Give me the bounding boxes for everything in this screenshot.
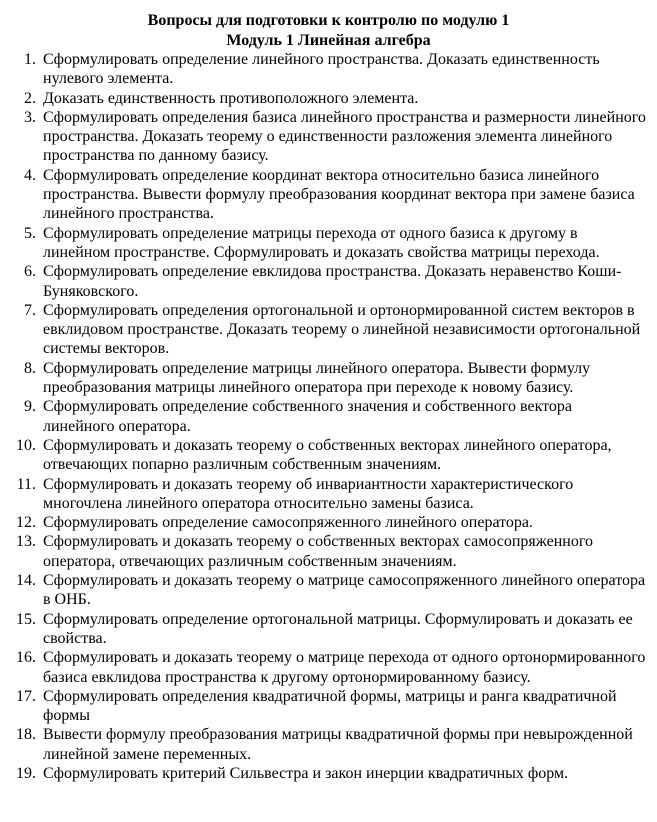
question-text: Сформулировать определение матрицы перехода от одного базиса к другому в линейном пространстве. Сформулировать и доказать свойства матрицы перехода. — [43, 224, 600, 261]
question-item — [0, 725, 657, 764]
questions-list — [0, 50, 657, 783]
question-number: 3. — [24, 108, 36, 126]
question-text: Сформулировать и доказать теорему об инвариантности характеристического многочлена линейного оператора относительно замены базиса. — [43, 475, 574, 512]
question-number: 11. — [16, 475, 36, 493]
question-item — [0, 571, 657, 610]
question-item — [0, 648, 657, 687]
question-text: Сформулировать и доказать теорему о матрице перехода от одного ортонормированного базиса евклидова пространства к другому ортонормированному базису. — [43, 649, 646, 686]
question-number: 12. — [16, 514, 36, 532]
question-number: 9. — [24, 398, 36, 416]
question-number: 7. — [24, 301, 36, 319]
question-number: 1. — [24, 51, 36, 68]
question-text: Сформулировать определение самосопряженного линейного оператора. — [43, 514, 534, 532]
question-item — [0, 224, 657, 263]
question-text: Сформулировать определение матрицы линейного оператора. Вывести формулу преобразования матрицы линейного оператора при переходе к новому базису. — [43, 359, 591, 397]
question-number: 8. — [24, 359, 36, 377]
question-item — [0, 764, 657, 783]
question-item — [0, 50, 657, 89]
question-number: 4. — [24, 166, 36, 184]
question-number: 13. — [16, 533, 36, 551]
question-number: 2. — [24, 89, 36, 107]
question-number: 19. — [16, 764, 36, 782]
question-text: Сформулировать определение координат вектора относительно базиса линейного пространства. Вывести формулу преобразования координат вектора при замене базиса линейного пространства. — [43, 166, 635, 223]
question-item — [0, 397, 657, 436]
question-item — [0, 513, 657, 532]
question-item — [0, 301, 657, 359]
question-number: 16. — [16, 649, 36, 667]
document-title: Вопросы для подготовки к контролю по модулю 1 — [147, 12, 510, 29]
question-number: 14. — [16, 572, 36, 590]
question-number: 17. — [16, 687, 36, 705]
question-text: Сформулировать определение линейного пространства. Доказать единственность нулевого элемента. — [43, 51, 600, 88]
question-item — [0, 532, 657, 571]
question-item — [0, 475, 657, 514]
question-text: Сформулировать критерий Сильвестра и закон инерции квадратичных форм. — [43, 764, 569, 782]
question-text: Сформулировать определение евклидова пространства. Доказать неравенство Коши-Буняковского. — [43, 263, 622, 300]
question-text: Сформулировать и доказать теорему о собственных векторах линейного оператора, отвечающих попарно различным собственным значениям. — [43, 436, 612, 474]
question-item — [0, 166, 657, 224]
question-item — [0, 89, 657, 108]
question-number: 10. — [16, 436, 36, 454]
question-item — [0, 610, 657, 649]
question-number: 15. — [16, 610, 36, 628]
question-text: Сформулировать определения квадратичной формы, матрицы и ранга квадратичной формы — [43, 687, 617, 725]
question-text: Сформулировать определения ортогональной и ортонормированной систем векторов в евклидовом пространстве. Доказать теорему о линейной независимости ортогональной системы векторов. — [43, 301, 641, 358]
question-number: 5. — [24, 224, 36, 242]
question-text: Сформулировать и доказать теорему о матрице самосопряженного линейного оператора в ОНБ. — [43, 572, 646, 609]
question-text: Сформулировать и доказать теорему о собственных векторах самосопряженного оператора, отвечающих различным собственным значениям. — [43, 533, 593, 570]
question-text: Сформулировать определение собственного значения и собственного вектора линейного оператора. — [43, 398, 573, 435]
question-text: Сформулировать определения базиса линейного пространства и размерности линейного пространства. Доказать теорему о единственности разложения элемента линейного пространства по данному базису. — [43, 108, 646, 165]
question-item — [0, 262, 657, 301]
question-number: 18. — [16, 726, 36, 744]
question-text: Вывести формулу преобразования матрицы квадратичной формы при невырожденной линейной замене переменных. — [43, 726, 633, 763]
question-number: 6. — [24, 263, 36, 281]
question-item — [0, 687, 657, 726]
question-text: Сформулировать определение ортогональной матрицы. Сформулировать и доказать ее свойства. — [43, 610, 633, 647]
question-item — [0, 108, 657, 166]
question-item — [0, 359, 657, 398]
question-item — [0, 436, 657, 475]
question-text: Доказать единственность противоположного элемента. — [43, 89, 419, 107]
module-subtitle: Модуль 1 Линейная алгебра — [226, 32, 431, 49]
